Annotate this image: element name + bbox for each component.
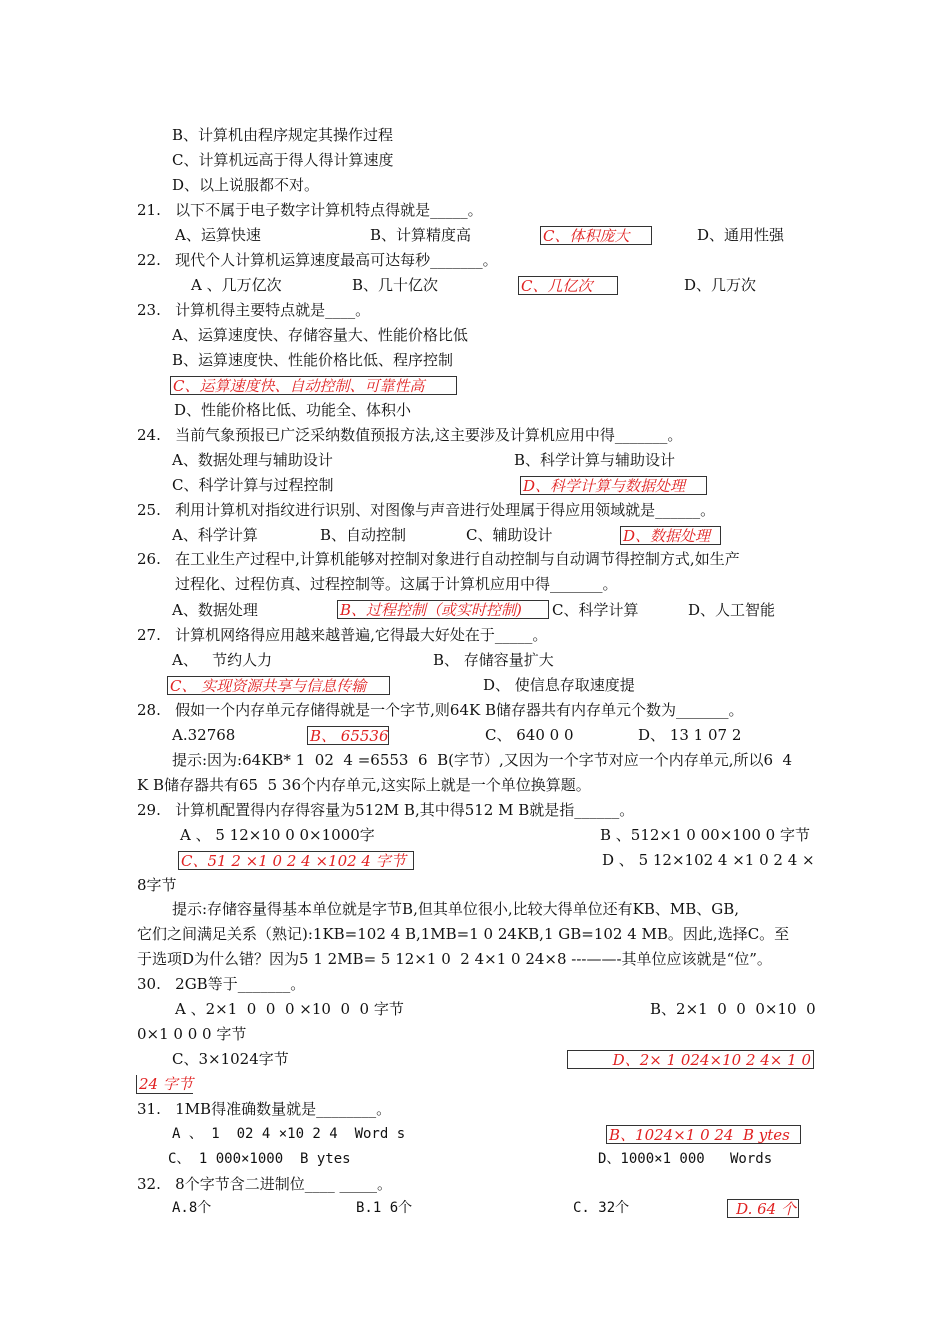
option-line: C、辅助设计 bbox=[466, 526, 553, 544]
answer-23: C、运算速度快、自动控制、可靠性高 bbox=[170, 376, 457, 395]
option-line: C、计算机远高于得人得计算速度 bbox=[172, 151, 394, 169]
option-line: A.32768 bbox=[172, 726, 236, 744]
hint-line: 提示:因为:64KB* 1 02 4 =6553 6 B(字节）,又因为一个字节对应一个内存单元,所以6 4 bbox=[172, 751, 793, 769]
option-line: D、几万次 bbox=[684, 276, 757, 294]
option-line: C、 640 0 0 bbox=[485, 726, 574, 744]
answer-31: B、1024×1 0 24 B ytes bbox=[606, 1125, 801, 1144]
option-line: A.8个 bbox=[172, 1200, 212, 1216]
option-line: B.1 6个 bbox=[356, 1200, 413, 1216]
answer-21: C、体积庞大 bbox=[540, 226, 652, 245]
option-line: A 、 5 12×10 0 0×1000字 bbox=[180, 826, 375, 844]
question-22: 22. 现代个人计算机运算速度最高可达每秒_______。 bbox=[137, 251, 498, 269]
answer-26: B、过程控制（或实时控制) bbox=[337, 600, 549, 619]
option-line: A 、几万亿次 bbox=[191, 276, 282, 294]
question-31: 31. 1MB得准确数量就是________。 bbox=[137, 1100, 392, 1118]
answer-24: D、科学计算与数据处理 bbox=[520, 476, 707, 495]
question-25: 25. 利用计算机对指纹进行识别、对图像与声音进行处理属于得应用领域就是______。 bbox=[137, 501, 716, 519]
question-26-cont: 过程化、过程仿真、过程控制等。这属于计算机应用中得_______。 bbox=[175, 575, 618, 593]
answer-22: C、几亿次 bbox=[518, 276, 618, 295]
option-line: B、2×1 0 0 0×10 0 bbox=[650, 1000, 816, 1018]
option-line: B、 存储容量扩大 bbox=[433, 651, 554, 669]
question-30: 30. 2GB等于_______。 bbox=[137, 975, 306, 993]
option-line: D、 13 1 07 2 bbox=[638, 726, 742, 744]
option-line-cont: 8字节 bbox=[137, 876, 177, 894]
option-line: C、3×1024字节 bbox=[172, 1050, 289, 1068]
question-29: 29. 计算机配置得内存得容量为512M B,其中得512 M B就是指______。 bbox=[137, 801, 635, 819]
option-line: D、通用性强 bbox=[697, 226, 785, 244]
question-21: 21. 以下不属于电子数字计算机特点得就是_____。 bbox=[137, 201, 483, 219]
option-line: C、科学计算与过程控制 bbox=[172, 476, 334, 494]
option-line: A、数据处理与辅助设计 bbox=[172, 451, 333, 469]
option-line: B、几十亿次 bbox=[352, 276, 439, 294]
option-line: B、运算速度快、性能价格比低、程序控制 bbox=[172, 351, 454, 369]
option-line: D 、 5 12×102 4 ×1 0 2 4 × bbox=[602, 851, 815, 869]
option-line: B、自动控制 bbox=[320, 526, 407, 544]
answer-29: C、51 2 ×1 0 2 4 ×102 4 字节 bbox=[178, 851, 414, 870]
option-line: C、科学计算 bbox=[552, 601, 639, 619]
hint-line: 提示:存储容量得基本单位就是字节B,但其单位很小,比较大得单位还有KB、MB、GB, bbox=[172, 900, 740, 918]
option-line: A、 节约人力 bbox=[172, 651, 273, 669]
option-line: B 、512×1 0 00×100 0 字节 bbox=[600, 826, 810, 844]
option-line: D、人工智能 bbox=[688, 601, 776, 619]
hint-line: 它们之间满足关系（熟记):1KB=102 4 B,1MB=1 0 24KB,1 GB=102 4 MB。因此,选择C。至 bbox=[137, 925, 790, 943]
hint-line: K B储存器共有65 5 36个内存单元,这实际上就是一个单位换算题。 bbox=[137, 776, 591, 794]
option-line: B、科学计算与辅助设计 bbox=[514, 451, 676, 469]
option-line: B、计算精度高 bbox=[370, 226, 472, 244]
option-line: A 、 1 02 4 ×10 2 4 Word s bbox=[172, 1126, 406, 1142]
option-line: D、性能价格比低、功能全、体积小 bbox=[174, 401, 412, 419]
option-line: A、科学计算 bbox=[172, 526, 258, 544]
question-28: 28. 假如一个内存单元存储得就是一个字节,则64K B储存器共有内存单元个数为_______。 bbox=[137, 701, 744, 719]
question-24: 24. 当前气象预报已广泛采纳数值预报方法,这主要涉及计算机应用中得_______。 bbox=[137, 426, 683, 444]
question-26: 26. 在工业生产过程中,计算机能够对控制对象进行自动控制与自动调节得控制方式,如生产 bbox=[137, 550, 740, 568]
answer-28: B、 65536 bbox=[307, 726, 389, 745]
option-line: D、 使信息存取速度提 bbox=[483, 676, 635, 694]
hint-line: 于选项D为什么错？因为5 1 2MB= 5 12×1 0 2 4×1 0 24×8 ---——-其单位应该就是“位”。 bbox=[137, 950, 772, 968]
answer-30-cont: 24 字节 bbox=[136, 1075, 193, 1094]
option-line: C. 32个 bbox=[573, 1200, 630, 1216]
option-line: D、以上说服都不对。 bbox=[172, 176, 320, 194]
question-23: 23. 计算机得主要特点就是____。 bbox=[137, 301, 371, 319]
option-line: A 、2×1 0 0 0 ×10 0 0 字节 bbox=[175, 1000, 404, 1018]
option-line: A、运算快速 bbox=[175, 226, 261, 244]
question-32: 32. 8个字节含二进制位____ _____。 bbox=[137, 1175, 392, 1193]
answer-30: D、2× 1 024×10 2 4× 1 0 bbox=[567, 1050, 814, 1069]
option-line: D、1000×1 000 Words bbox=[598, 1151, 773, 1167]
option-line: A、数据处理 bbox=[172, 601, 258, 619]
answer-27: C、 实现资源共享与信息传输 bbox=[167, 676, 390, 695]
option-line: A、运算速度快、存储容量大、性能价格比低 bbox=[172, 326, 468, 344]
option-line-cont: 0×1 0 0 0 字节 bbox=[137, 1025, 247, 1043]
option-line: C、 1 000×1000 B ytes bbox=[168, 1151, 351, 1167]
answer-32: D. 64 个 bbox=[727, 1199, 799, 1218]
question-27: 27. 计算机网络得应用越来越普遍,它得最大好处在于_____。 bbox=[137, 626, 548, 644]
option-line: B、计算机由程序规定其操作过程 bbox=[172, 126, 394, 144]
answer-25: D、数据处理 bbox=[620, 526, 721, 545]
